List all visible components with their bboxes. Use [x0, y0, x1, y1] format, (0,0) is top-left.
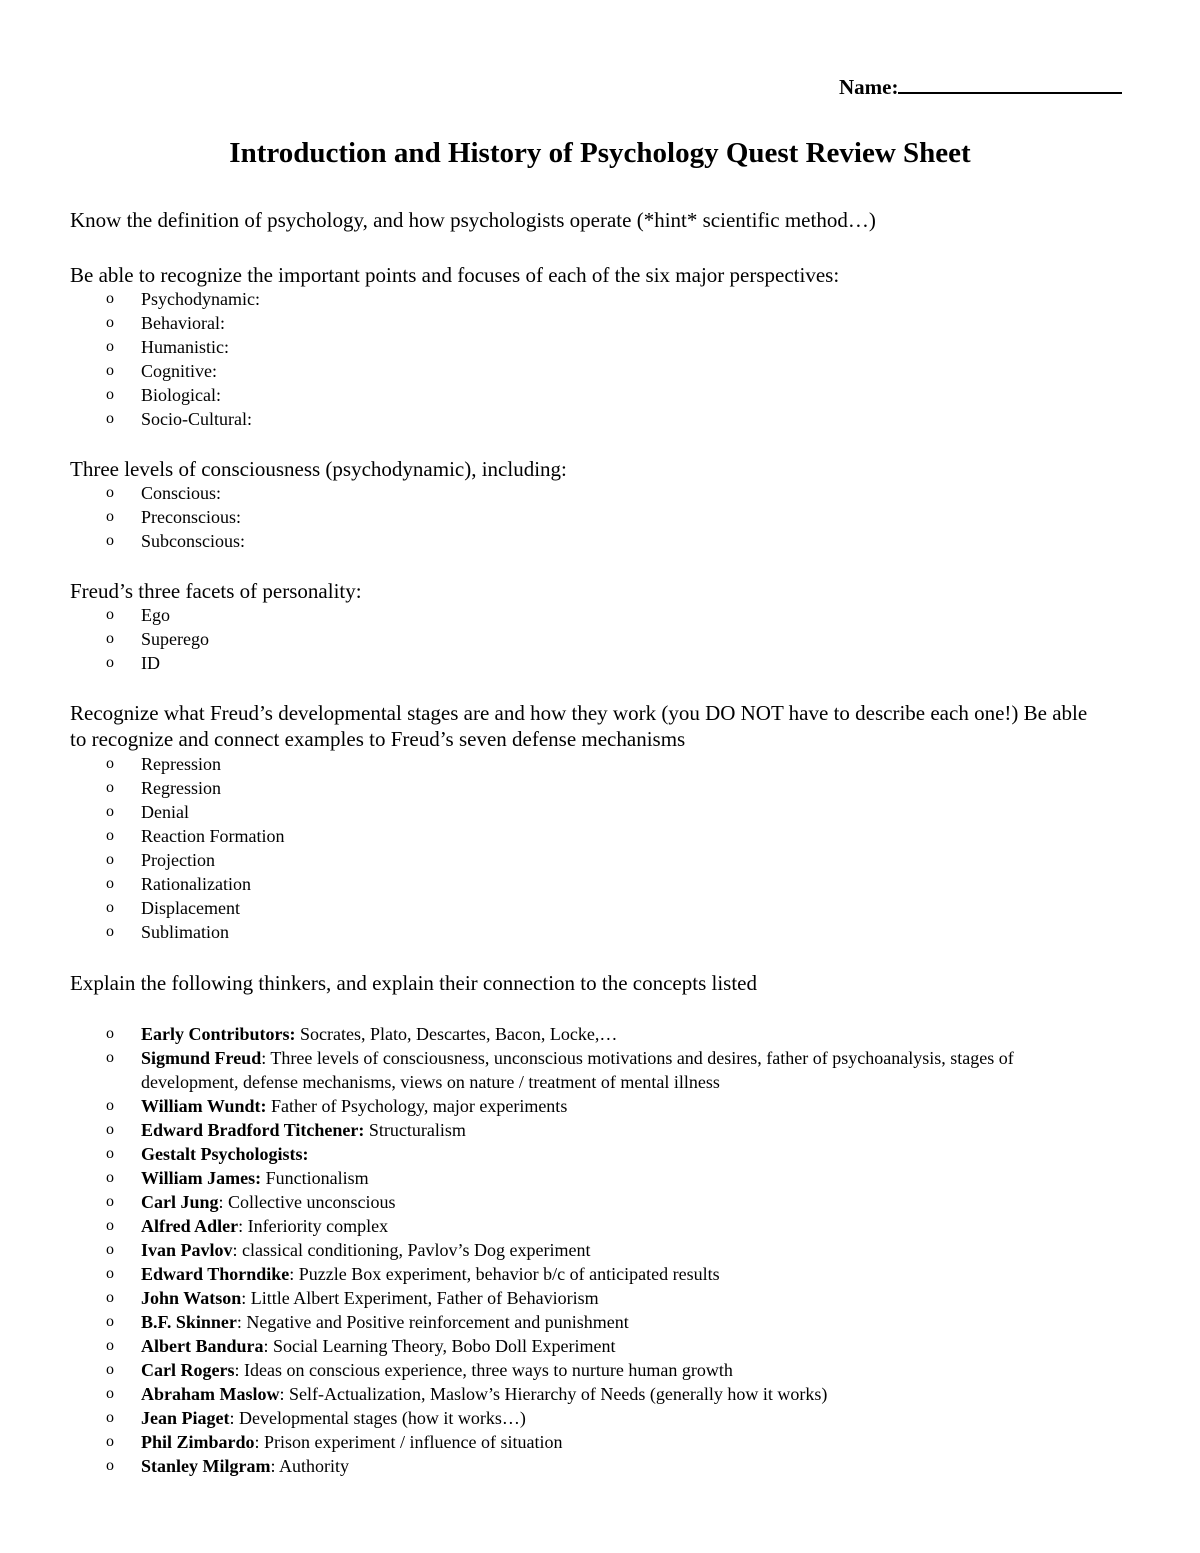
list-item [0, 1094, 1101, 1118]
list-item [0, 1142, 1101, 1166]
list-item [0, 1022, 1101, 1046]
perspectives-prompt: Be able to recognize the important points and focuses of each of the six major perspectives: [70, 263, 840, 287]
bullet-o-icon: o [106, 1193, 114, 1210]
bullet-o-icon: o [106, 779, 114, 796]
list-item: o Denial [106, 802, 189, 822]
bullet-o-icon: o [106, 290, 114, 307]
list-item [0, 1166, 1101, 1190]
thinker-desc: : Prison experiment / influence of situation [254, 1432, 563, 1452]
bullet-o-icon: o [106, 1361, 114, 1378]
thinker-desc: : Three levels of consciousness, unconscious motivations and desires, father of psychoanalysis, stages of development, defense mechanisms, views on nature / treatment of mental illness [141, 1048, 1014, 1092]
bullet-o-icon: o [106, 1169, 114, 1186]
list-item: o Reaction Formation [106, 826, 285, 846]
bullet-o-icon: o [106, 1337, 114, 1354]
list-item: o Biological: [106, 385, 221, 405]
thinker-name: Abraham Maslow [141, 1384, 280, 1404]
list-item [0, 1190, 1101, 1214]
list-item: o Sublimation [106, 922, 230, 942]
list-item: o Displacement [106, 898, 240, 918]
bullet-o-icon: o [106, 314, 114, 331]
bullet-o-icon: o [106, 630, 114, 647]
list-item [0, 1382, 1101, 1406]
bullet-o-icon: o [106, 1457, 114, 1474]
thinker-desc: : Collective unconscious [218, 1192, 396, 1212]
list-item: o Behavioral: [106, 313, 225, 333]
bullet-o-icon: o [106, 654, 114, 671]
thinker-desc: : Puzzle Box experiment, behavior b/c of anticipated results [289, 1264, 720, 1284]
bullet-o-icon: o [106, 755, 114, 772]
defense-prompt: Recognize what Freud’s developmental stages are and how they work (you DO NOT have to describe each one!) Be able to recognize and connect examples to Freud’s seven defense mechanisms [70, 701, 1088, 751]
bullet-o-icon: o [106, 338, 114, 355]
list-item: o Rationalization [106, 874, 251, 894]
list-item: o Repression [106, 754, 221, 774]
bullet-o-icon: o [106, 803, 114, 820]
thinker-name: Ivan Pavlov [141, 1240, 233, 1260]
bullet-o-icon: o [106, 1049, 114, 1066]
thinker-name: Early Contributors: [141, 1024, 296, 1044]
bullet-o-icon: o [106, 532, 114, 549]
list-item: o Subconscious: [106, 531, 246, 551]
bullet-o-icon: o [106, 606, 114, 623]
list-item [0, 1406, 1101, 1430]
thinker-name: Albert Bandura [141, 1336, 264, 1356]
list-item: o Socio-Cultural: [106, 409, 252, 429]
list-item [0, 1454, 1101, 1478]
thinker-desc: Structuralism [364, 1120, 466, 1140]
thinker-name: William James: [141, 1168, 262, 1188]
thinker-name: Carl Jung [141, 1192, 219, 1212]
thinker-name: William Wundt: [141, 1096, 267, 1116]
list-item [0, 1262, 1101, 1286]
bullet-o-icon: o [106, 827, 114, 844]
bullet-o-icon: o [106, 1121, 114, 1138]
bullet-o-icon: o [106, 508, 114, 525]
thinker-name: Alfred Adler [141, 1216, 239, 1236]
list-item: o Conscious: [106, 483, 222, 503]
personality-list [0, 603, 1101, 675]
bullet-o-icon: o [106, 1289, 114, 1306]
bullet-o-icon: o [106, 899, 114, 916]
thinker-name: Phil Zimbardo [141, 1432, 255, 1452]
list-item [0, 1238, 1101, 1262]
bullet-o-icon: o [106, 875, 114, 892]
bullet-o-icon: o [106, 1217, 114, 1234]
bullet-o-icon: o [106, 1265, 114, 1282]
name-label: Name: [839, 75, 899, 99]
list-item: o ID [106, 653, 160, 673]
thinker-name: Sigmund Freud [141, 1048, 262, 1068]
list-item: o Superego [106, 629, 209, 649]
thinker-desc: Socrates, Plato, Descartes, Bacon, Locke,… [295, 1024, 618, 1044]
thinkers-prompt: Explain the following thinkers, and explain their connection to the concepts listed [70, 971, 757, 995]
thinker-name: John Watson [141, 1288, 242, 1308]
list-item [0, 1286, 1101, 1310]
bullet-o-icon: o [106, 410, 114, 427]
thinker-name: Edward Bradford Titchener: [141, 1120, 365, 1140]
bullet-o-icon: o [106, 1145, 114, 1162]
list-item: o Ego [106, 605, 170, 625]
perspectives-list [0, 287, 1101, 431]
intro-text: Know the definition of psychology, and how psychologists operate (*hint* scientific method…) [70, 208, 876, 232]
thinker-name: B.F. Skinner [141, 1312, 237, 1332]
list-item: o Regression [106, 778, 221, 798]
list-item [0, 1334, 1101, 1358]
name-field [839, 74, 1122, 100]
list-item: o Projection [106, 850, 215, 870]
thinkers-list [0, 1022, 1101, 1478]
thinker-desc: : Developmental stages (how it works…) [229, 1408, 526, 1428]
consciousness-prompt: Three levels of consciousness (psychodynamic), including: [70, 457, 567, 481]
bullet-o-icon: o [106, 1433, 114, 1450]
bullet-o-icon: o [106, 1025, 114, 1042]
thinker-desc: : Negative and Positive reinforcement and punishment [236, 1312, 629, 1332]
thinker-name: Jean Piaget [141, 1408, 230, 1428]
thinker-desc: : Ideas on conscious experience, three ways to nurture human growth [234, 1360, 733, 1380]
list-item: o Psychodynamic: [106, 289, 260, 309]
personality-prompt: Freud’s three facets of personality: [70, 579, 362, 603]
thinker-desc: : Little Albert Experiment, Father of Behaviorism [241, 1288, 599, 1308]
thinker-name: Carl Rogers [141, 1360, 235, 1380]
thinker-name: Stanley Milgram [141, 1456, 271, 1476]
list-item [0, 1214, 1101, 1238]
list-item [0, 1046, 1101, 1094]
thinker-name: Gestalt Psychologists: [141, 1144, 309, 1164]
consciousness-list [0, 481, 1101, 553]
list-item [0, 1358, 1101, 1382]
bullet-o-icon: o [106, 1241, 114, 1258]
thinker-desc: : Inferiority complex [238, 1216, 389, 1236]
list-item: o Humanistic: [106, 337, 229, 357]
thinker-desc: : Social Learning Theory, Bobo Doll Experiment [263, 1336, 616, 1356]
bullet-o-icon: o [106, 484, 114, 501]
list-item [0, 1430, 1101, 1454]
bullet-o-icon: o [106, 386, 114, 403]
list-item: o Cognitive: [106, 361, 217, 381]
name-blank-line [898, 74, 1122, 94]
bullet-o-icon: o [106, 1409, 114, 1426]
list-item: o Preconscious: [106, 507, 241, 527]
bullet-o-icon: o [106, 923, 114, 940]
thinker-name: Edward Thorndike [141, 1264, 290, 1284]
thinker-desc: : classical conditioning, Pavlov’s Dog experiment [232, 1240, 591, 1260]
bullet-o-icon: o [106, 362, 114, 379]
thinker-desc: : Authority [270, 1456, 349, 1476]
page-title: Introduction and History of Psychology Quest Review Sheet [229, 137, 971, 169]
list-item [0, 1310, 1101, 1334]
thinker-desc: Functionalism [261, 1168, 369, 1188]
defense-list [0, 752, 1101, 944]
thinker-desc: Father of Psychology, major experiments [266, 1096, 568, 1116]
bullet-o-icon: o [106, 1097, 114, 1114]
bullet-o-icon: o [106, 1313, 114, 1330]
bullet-o-icon: o [106, 1385, 114, 1402]
bullet-o-icon: o [106, 851, 114, 868]
list-item [0, 1118, 1101, 1142]
thinker-desc: : Self-Actualization, Maslow’s Hierarchy of Needs (generally how it works) [279, 1384, 828, 1404]
